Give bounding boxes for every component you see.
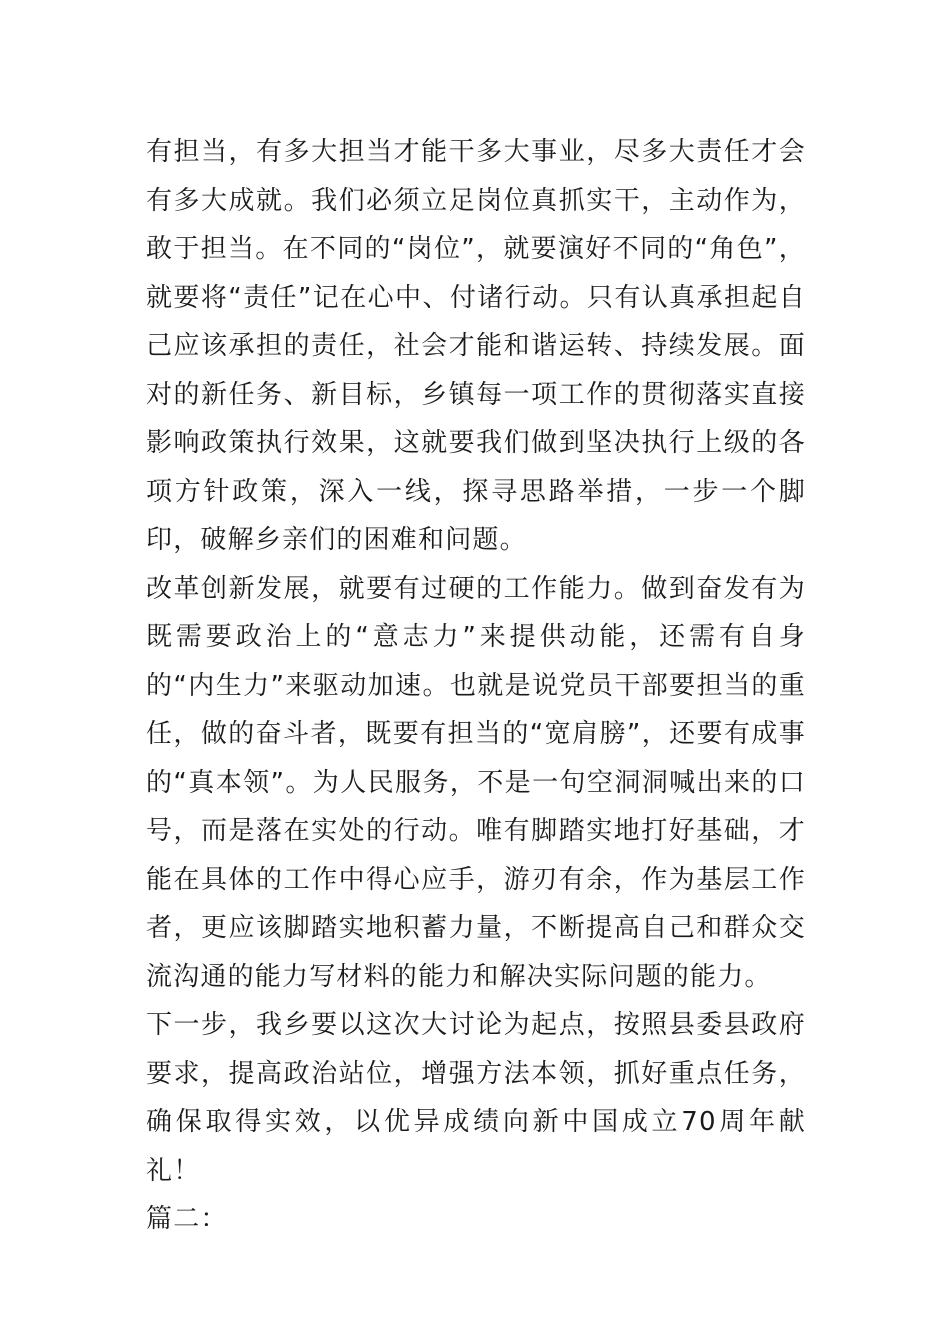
document-body: [146, 128, 806, 1244]
paragraph-responsibility: 有担当，有多大担当才能干多大事业，尽多大责任才会有多大成就。我们必须立足岗位真抓实干，主动作为，敢于担当。在不同的“岗位”，就要演好不同的“角色”，就要将“责任”记在心中、付诸行动。只有认真承担起自己应该承担的责任，社会才能和谐运转、持续发展。面对的新任务、新目标，乡镇每一项工作的贯彻落实直接影响政策执行效果，这就要我们做到坚决执行上级的各项方针政策，深入一线，探寻思路举措，一步一个脚印，破解乡亲们的困难和问题。: [146, 137, 806, 555]
paragraph-next-step: 下一步，我乡要以这次大讨论为起点，按照县委县政府要求，提高政治站位，增强方法本领，抓好重点任务，确保取得实效，以优异成绩向新中国成立70周年献礼！: [146, 1010, 806, 1186]
paragraph-work-ability: 改革创新发展，就要有过硬的工作能力。做到奋发有为既需要政治上的“意志力”来提供动能，还需有自身的“内生力”来驱动加速。也就是说党员干部要担当的重任，做的奋斗者，既要有担当的“宽肩膀”，还要有成事的“真本领”。为人民服务，不是一句空洞洞喊出来的口号，而是落在实处的行动。唯有脚踏实地打好基础，才能在具体的工作中得心应手，游刃有余，作为基层工作者，更应该脚踏实地积蓄力量，不断提高自己和群众交流沟通的能力写材料的能力和解决实际问题的能力。: [146, 573, 806, 992]
section-heading-part-two: 篇二：: [146, 1204, 228, 1234]
